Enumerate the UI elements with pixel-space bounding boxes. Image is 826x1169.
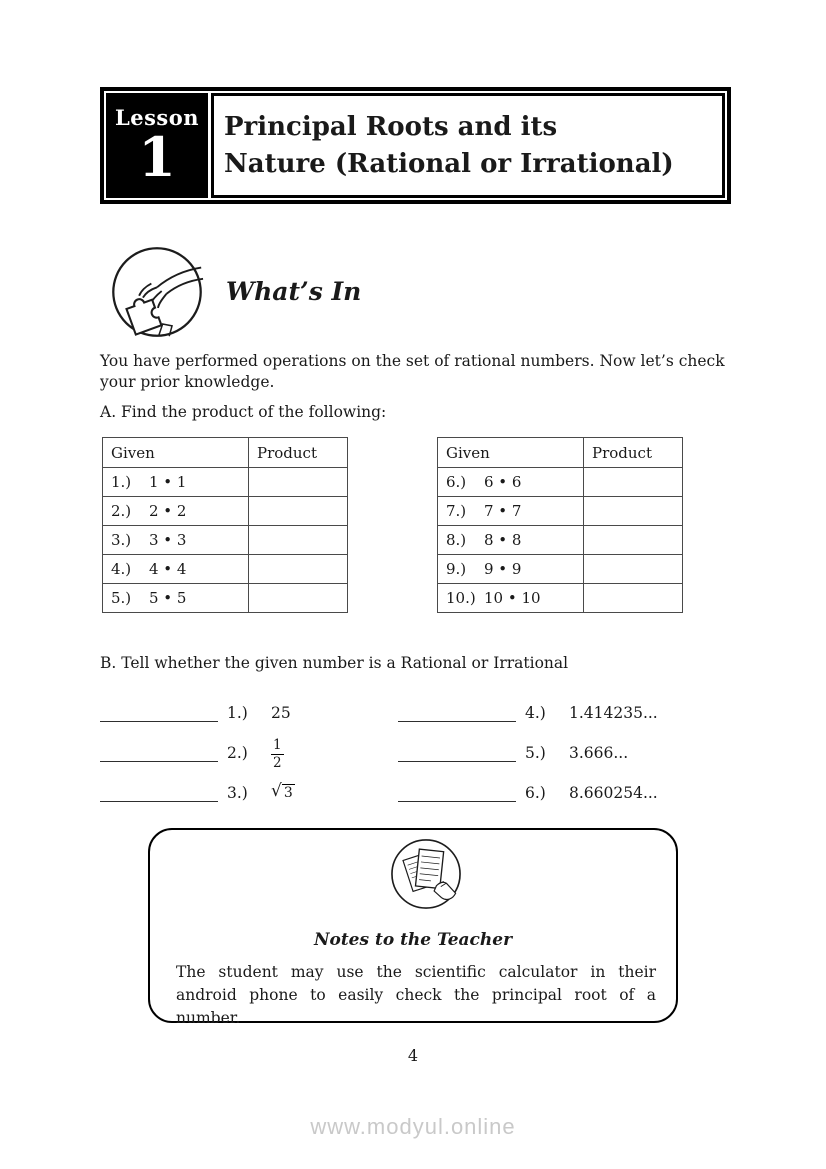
item-value: 3.666... [569, 744, 629, 762]
radical-value [271, 783, 295, 802]
row-number: 10.) [446, 589, 476, 607]
table-row [438, 526, 683, 555]
given-expression: 4 • 4 [149, 560, 187, 578]
lesson-label: Lesson [114, 105, 200, 130]
product-table-right [437, 437, 683, 613]
table-row [438, 584, 683, 613]
notes-title: Notes to the Teacher [313, 930, 513, 950]
given-expression: 8 • 8 [484, 531, 522, 549]
fraction-denominator: 2 [273, 755, 282, 772]
row-number: 6.) [446, 473, 467, 491]
answer-blank [100, 705, 218, 722]
col-header-given: Given [438, 438, 584, 468]
col-header-given: Given [103, 438, 249, 468]
given-expression: 6 • 6 [484, 473, 522, 491]
answer-blank [100, 785, 218, 802]
given-expression: 7 • 7 [484, 502, 522, 520]
answer-blank [398, 705, 516, 722]
product-answer-cell [584, 526, 683, 555]
table-row [103, 468, 348, 497]
section-a-label: A. Find the product of the following: [100, 403, 387, 421]
intro-paragraph: You have performed operations on the set of rational numbers. Now let’s check your prior knowledge. [100, 352, 725, 391]
product-answer-cell [584, 497, 683, 526]
lesson-title-line-1: Principal Roots and its [224, 111, 558, 142]
item-value: 25 [271, 704, 291, 722]
answer-blank [100, 745, 218, 762]
table-row [103, 584, 348, 613]
lesson-title-line-2: Nature (Rational or Irrational) [224, 148, 674, 179]
row-number: 4.) [111, 560, 132, 578]
row-number: 3.) [111, 531, 132, 549]
answer-item [398, 778, 658, 802]
item-number: 5.) [525, 744, 546, 762]
answer-blank [398, 745, 516, 762]
fraction-value [271, 738, 284, 771]
product-answer-cell [249, 468, 348, 497]
table-row [103, 497, 348, 526]
row-number: 7.) [446, 502, 467, 520]
item-value: 8.660254... [569, 784, 658, 802]
lesson-number-box [106, 93, 208, 198]
row-number: 5.) [111, 589, 132, 607]
radicand: 3 [283, 785, 293, 802]
given-expression: 5 • 5 [149, 589, 187, 607]
answer-item [398, 738, 628, 762]
fraction-numerator: 1 [273, 737, 282, 754]
given-expression: 3 • 3 [149, 531, 187, 549]
given-expression: 1 • 1 [149, 473, 187, 491]
given-expression: 9 • 9 [484, 560, 522, 578]
product-answer-cell [249, 584, 348, 613]
item-number: 1.) [227, 704, 248, 722]
notes-paper-icon [389, 837, 463, 911]
table-header-row [103, 438, 348, 468]
answer-blank [398, 785, 516, 802]
given-expression: 2 • 2 [149, 502, 187, 520]
answer-item [100, 778, 295, 802]
col-header-product: Product [249, 438, 348, 468]
item-number: 6.) [525, 784, 546, 802]
product-answer-cell [249, 526, 348, 555]
lesson-number: 1 [138, 125, 176, 189]
answer-item [398, 698, 658, 722]
product-answer-cell [249, 497, 348, 526]
item-number: 2.) [227, 744, 248, 762]
page-number: 4 [407, 1046, 419, 1065]
answer-item [100, 698, 291, 722]
radical-sign: √ [271, 781, 282, 802]
product-answer-cell [584, 555, 683, 584]
table-row [438, 468, 683, 497]
lesson-header-banner [100, 87, 731, 204]
item-value: 1.414235... [569, 704, 658, 722]
notes-body: The student may use the scientific calculator in their android phone to easily check the principal root of a number. [176, 963, 656, 1027]
table-row [103, 526, 348, 555]
notes-to-teacher-box [148, 828, 678, 1027]
row-number: 8.) [446, 531, 467, 549]
watermark: www.modyul.online [310, 1114, 516, 1139]
product-table-left [102, 437, 348, 613]
hand-puzzle-icon [110, 245, 204, 339]
col-header-product: Product [584, 438, 683, 468]
table-row [103, 555, 348, 584]
table-header-row [438, 438, 683, 468]
lesson-title-box [211, 93, 725, 198]
table-row [438, 555, 683, 584]
section-b-label: B. Tell whether the given number is a Rational or Irrational [100, 654, 569, 672]
row-number: 9.) [446, 560, 467, 578]
item-number: 3.) [227, 784, 248, 802]
whats-in-heading: What’s In [226, 277, 362, 306]
product-answer-cell [584, 468, 683, 497]
given-expression: 10 • 10 [484, 589, 541, 607]
item-number: 4.) [525, 704, 546, 722]
table-row [438, 497, 683, 526]
product-answer-cell [584, 584, 683, 613]
product-answer-cell [249, 555, 348, 584]
row-number: 2.) [111, 502, 132, 520]
answer-item [100, 737, 284, 772]
row-number: 1.) [111, 473, 132, 491]
